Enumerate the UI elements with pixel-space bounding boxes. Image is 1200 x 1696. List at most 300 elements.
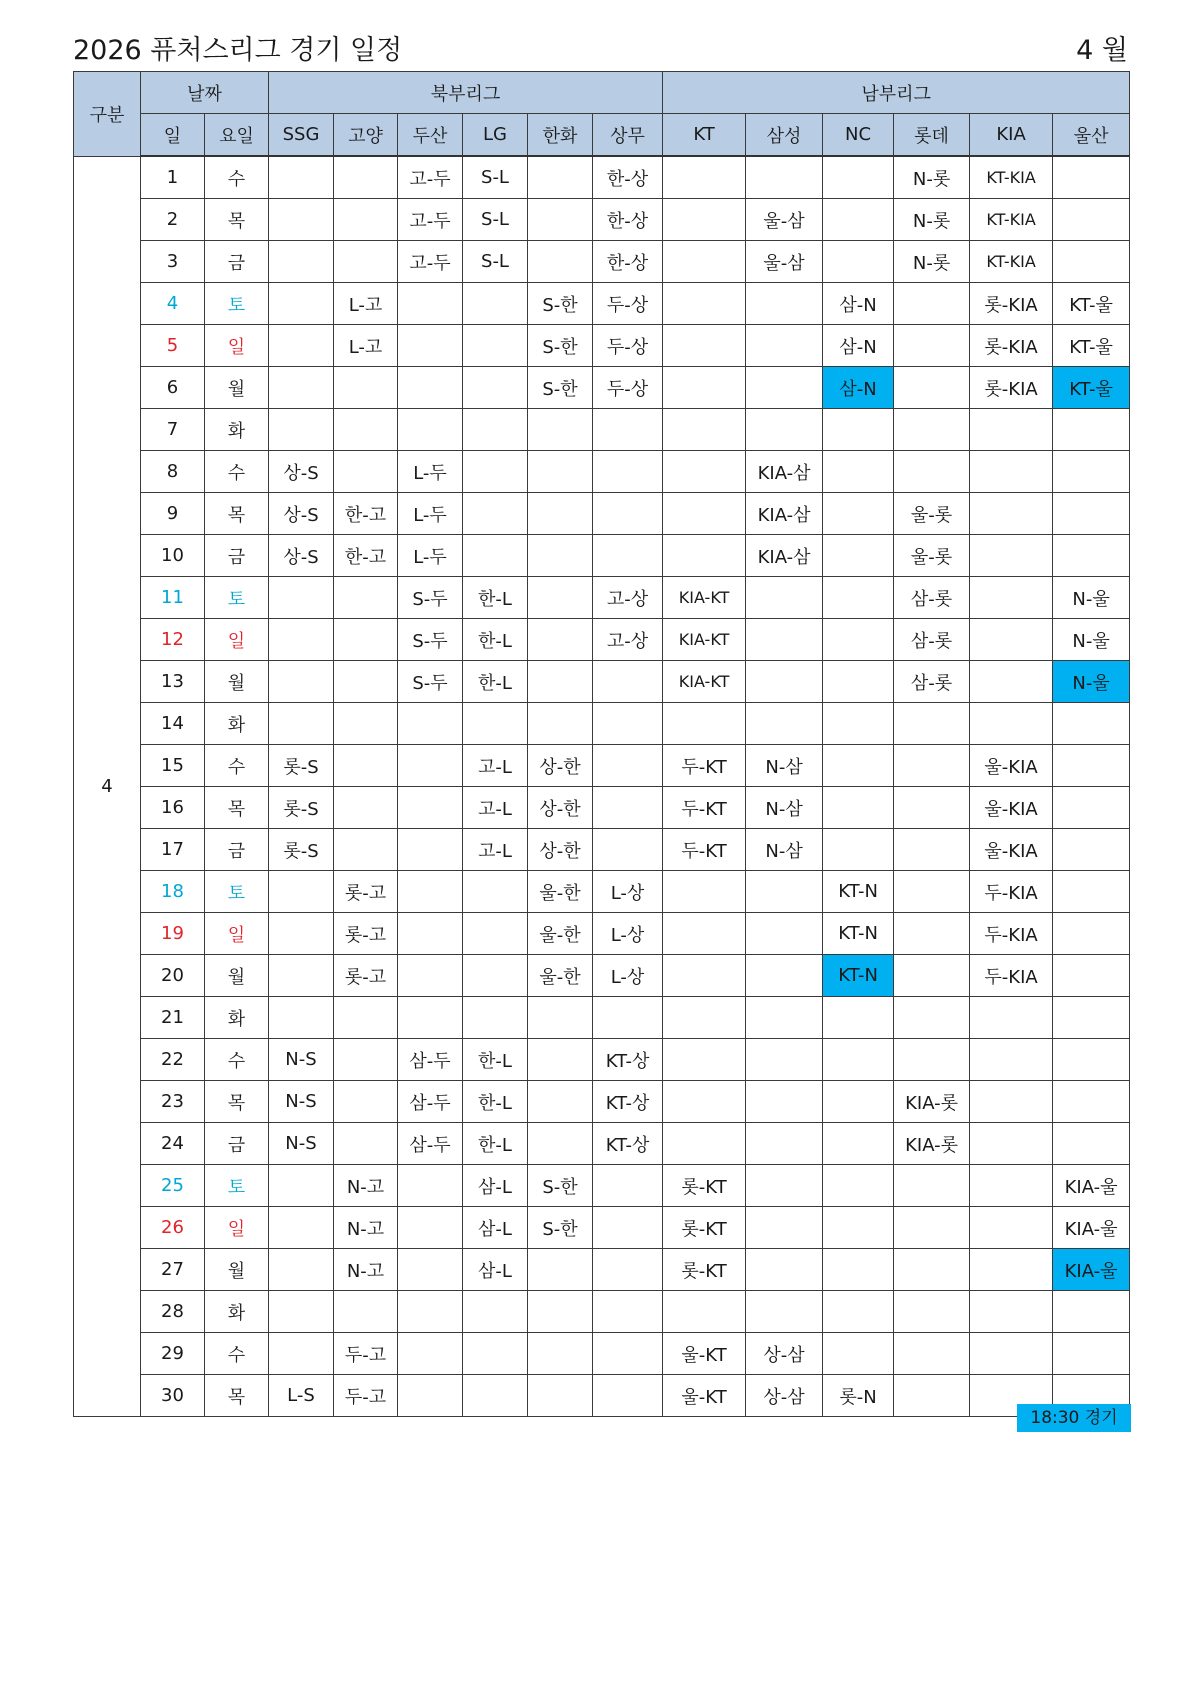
game-cell: 한-L	[463, 1039, 528, 1081]
game-cell: KT-울	[1053, 283, 1130, 325]
game-cell	[593, 1333, 663, 1375]
weekday-cell: 토	[205, 283, 269, 325]
game-cell	[894, 325, 970, 367]
table-row	[74, 577, 1130, 619]
game-cell	[894, 955, 970, 997]
game-cell: KIA-KT	[663, 619, 746, 661]
game-cell	[970, 493, 1053, 535]
game-cell	[269, 283, 334, 325]
weekday-cell: 토	[205, 577, 269, 619]
game-cell	[528, 619, 593, 661]
day-cell: 18	[141, 871, 205, 913]
game-cell: 울-KIA	[970, 745, 1053, 787]
month-cell: 4	[74, 156, 141, 1417]
game-cell: L-고	[334, 283, 398, 325]
day-cell: 2	[141, 199, 205, 241]
game-cell	[1053, 1039, 1130, 1081]
game-cell	[1053, 1123, 1130, 1165]
game-cell	[269, 577, 334, 619]
game-cell	[970, 409, 1053, 451]
game-cell: 울-KT	[663, 1333, 746, 1375]
day-cell: 6	[141, 367, 205, 409]
game-cell: 상-S	[269, 493, 334, 535]
game-cell	[334, 619, 398, 661]
game-cell	[269, 703, 334, 745]
game-cell	[398, 1375, 463, 1417]
game-cell: 울-KT	[663, 1375, 746, 1417]
weekday-cell: 금	[205, 829, 269, 871]
game-cell	[823, 661, 894, 703]
day-cell: 9	[141, 493, 205, 535]
game-cell	[334, 156, 398, 199]
game-cell	[663, 1291, 746, 1333]
game-cell	[823, 577, 894, 619]
game-cell	[334, 1123, 398, 1165]
game-cell: 두-KIA	[970, 871, 1053, 913]
header-gubun: 구분	[74, 72, 141, 157]
game-cell: KIA-삼	[746, 451, 823, 493]
game-cell	[593, 997, 663, 1039]
game-cell	[894, 1207, 970, 1249]
game-cell	[398, 829, 463, 871]
game-cell	[663, 367, 746, 409]
game-cell: 롯-고	[334, 871, 398, 913]
game-cell	[269, 955, 334, 997]
game-cell	[528, 156, 593, 199]
game-cell: S-L	[463, 156, 528, 199]
table-row	[74, 997, 1130, 1039]
weekday-cell: 월	[205, 661, 269, 703]
game-cell	[663, 199, 746, 241]
game-cell	[823, 1081, 894, 1123]
game-cell	[463, 913, 528, 955]
day-cell: 14	[141, 703, 205, 745]
table-row	[74, 745, 1130, 787]
game-cell	[1053, 241, 1130, 283]
header-date-group: 날짜	[141, 72, 269, 114]
game-cell	[528, 1123, 593, 1165]
game-cell	[269, 156, 334, 199]
game-cell	[663, 493, 746, 535]
game-cell: S-한	[528, 367, 593, 409]
game-cell	[334, 787, 398, 829]
game-cell	[398, 1333, 463, 1375]
game-cell: 두-KT	[663, 745, 746, 787]
game-cell: 롯-고	[334, 955, 398, 997]
game-cell: N-울	[1053, 661, 1130, 703]
weekday-cell: 수	[205, 1333, 269, 1375]
game-cell	[894, 703, 970, 745]
game-cell	[894, 913, 970, 955]
game-cell	[1053, 955, 1130, 997]
game-cell	[823, 787, 894, 829]
game-cell: KT-N	[823, 871, 894, 913]
game-cell	[463, 703, 528, 745]
table-row	[74, 1291, 1130, 1333]
game-cell: L-고	[334, 325, 398, 367]
game-cell: S-두	[398, 619, 463, 661]
game-cell	[894, 367, 970, 409]
game-cell	[1053, 1291, 1130, 1333]
game-cell	[593, 661, 663, 703]
game-cell	[823, 1249, 894, 1291]
game-cell	[894, 787, 970, 829]
game-cell	[970, 1333, 1053, 1375]
day-cell: 23	[141, 1081, 205, 1123]
game-cell: 롯-KIA	[970, 325, 1053, 367]
day-cell: 11	[141, 577, 205, 619]
game-cell	[1053, 829, 1130, 871]
game-cell: S-한	[528, 283, 593, 325]
game-cell	[894, 745, 970, 787]
game-cell: 한-L	[463, 661, 528, 703]
game-cell: 고-L	[463, 829, 528, 871]
game-cell	[463, 325, 528, 367]
header-team: 삼성	[746, 114, 823, 157]
game-cell	[663, 409, 746, 451]
game-cell	[334, 451, 398, 493]
game-cell	[593, 1291, 663, 1333]
game-cell	[398, 787, 463, 829]
table-row	[74, 409, 1130, 451]
game-cell: 한-L	[463, 619, 528, 661]
game-cell	[663, 156, 746, 199]
header-day: 일	[141, 114, 205, 157]
game-cell	[663, 283, 746, 325]
game-cell	[970, 997, 1053, 1039]
table-row	[74, 1333, 1130, 1375]
game-cell	[823, 535, 894, 577]
game-cell: KT-KIA	[970, 199, 1053, 241]
game-cell: N-삼	[746, 745, 823, 787]
game-cell	[894, 1333, 970, 1375]
game-cell: 울-롯	[894, 493, 970, 535]
game-cell: 롯-KIA	[970, 367, 1053, 409]
game-cell	[269, 661, 334, 703]
game-cell	[334, 1039, 398, 1081]
game-cell	[334, 829, 398, 871]
game-cell	[398, 367, 463, 409]
game-cell: N-울	[1053, 619, 1130, 661]
game-cell	[593, 535, 663, 577]
game-cell	[746, 1081, 823, 1123]
game-cell	[746, 955, 823, 997]
game-cell: N-롯	[894, 156, 970, 199]
game-cell: 두-KT	[663, 829, 746, 871]
table-row	[74, 1207, 1130, 1249]
game-cell	[746, 619, 823, 661]
game-cell	[528, 661, 593, 703]
header-south-league: 남부리그	[663, 72, 1130, 114]
game-cell	[398, 871, 463, 913]
game-cell: 롯-KT	[663, 1165, 746, 1207]
game-cell	[1053, 493, 1130, 535]
game-cell	[746, 577, 823, 619]
game-cell: N-고	[334, 1249, 398, 1291]
game-cell	[334, 703, 398, 745]
game-cell: S-한	[528, 1165, 593, 1207]
game-cell	[746, 871, 823, 913]
game-cell: 한-고	[334, 493, 398, 535]
game-cell	[1053, 156, 1130, 199]
game-cell: 울-삼	[746, 241, 823, 283]
game-cell	[398, 283, 463, 325]
weekday-cell: 화	[205, 409, 269, 451]
game-cell: L-상	[593, 955, 663, 997]
game-cell	[398, 955, 463, 997]
game-cell	[663, 955, 746, 997]
game-cell	[970, 577, 1053, 619]
game-cell	[593, 1165, 663, 1207]
game-cell	[746, 1249, 823, 1291]
game-cell	[894, 1039, 970, 1081]
game-cell: 롯-고	[334, 913, 398, 955]
weekday-cell: 금	[205, 241, 269, 283]
weekday-cell: 월	[205, 1249, 269, 1291]
game-cell	[1053, 871, 1130, 913]
game-cell	[823, 451, 894, 493]
day-cell: 1	[141, 156, 205, 199]
game-cell: 삼-L	[463, 1249, 528, 1291]
game-cell	[593, 1249, 663, 1291]
game-cell	[334, 241, 398, 283]
game-cell: KT-KIA	[970, 241, 1053, 283]
game-cell	[463, 1375, 528, 1417]
table-row	[74, 367, 1130, 409]
day-cell: 10	[141, 535, 205, 577]
game-cell: 상-삼	[746, 1375, 823, 1417]
game-cell	[334, 1291, 398, 1333]
game-cell: 삼-L	[463, 1165, 528, 1207]
game-cell	[398, 703, 463, 745]
game-cell	[970, 619, 1053, 661]
game-cell	[463, 871, 528, 913]
table-row	[74, 241, 1130, 283]
game-cell	[593, 745, 663, 787]
game-cell: 삼-두	[398, 1081, 463, 1123]
header-team: KIA	[970, 114, 1053, 157]
weekday-cell: 일	[205, 619, 269, 661]
game-cell: 상-삼	[746, 1333, 823, 1375]
game-cell: N-삼	[746, 829, 823, 871]
day-cell: 15	[141, 745, 205, 787]
table-row	[74, 1375, 1130, 1417]
table-row	[74, 787, 1130, 829]
game-cell: S-한	[528, 325, 593, 367]
game-cell	[663, 325, 746, 367]
game-cell	[593, 1375, 663, 1417]
game-cell: S-두	[398, 661, 463, 703]
game-cell	[528, 1039, 593, 1081]
game-cell	[746, 1291, 823, 1333]
game-cell	[463, 451, 528, 493]
game-cell	[746, 703, 823, 745]
header-weekday: 요일	[205, 114, 269, 157]
game-cell	[894, 871, 970, 913]
game-cell: 삼-N	[823, 367, 894, 409]
game-cell	[746, 283, 823, 325]
game-cell	[823, 1039, 894, 1081]
game-cell: N-삼	[746, 787, 823, 829]
game-cell: 상-한	[528, 745, 593, 787]
day-cell: 28	[141, 1291, 205, 1333]
weekday-cell: 수	[205, 1039, 269, 1081]
game-cell	[663, 1123, 746, 1165]
table-row	[74, 156, 1130, 199]
game-cell	[528, 1375, 593, 1417]
game-cell: 한-L	[463, 1123, 528, 1165]
game-cell: KT-상	[593, 1123, 663, 1165]
game-cell	[269, 1165, 334, 1207]
game-cell: 울-삼	[746, 199, 823, 241]
game-cell	[593, 703, 663, 745]
game-cell	[746, 1207, 823, 1249]
game-cell: KIA-울	[1053, 1249, 1130, 1291]
game-cell: 삼-롯	[894, 661, 970, 703]
game-cell	[970, 1039, 1053, 1081]
weekday-cell: 월	[205, 367, 269, 409]
weekday-cell: 수	[205, 451, 269, 493]
game-cell: 한-고	[334, 535, 398, 577]
game-cell	[823, 1207, 894, 1249]
game-cell	[593, 451, 663, 493]
game-cell: 삼-롯	[894, 577, 970, 619]
game-cell	[746, 1039, 823, 1081]
header-row-groups	[74, 72, 1130, 114]
day-cell: 29	[141, 1333, 205, 1375]
header-team: 고양	[334, 114, 398, 157]
game-cell	[1053, 997, 1130, 1039]
game-cell: 롯-S	[269, 745, 334, 787]
weekday-cell: 화	[205, 997, 269, 1039]
day-cell: 8	[141, 451, 205, 493]
game-cell	[823, 745, 894, 787]
game-cell: KIA-울	[1053, 1165, 1130, 1207]
game-cell: 한-L	[463, 577, 528, 619]
game-cell	[970, 703, 1053, 745]
game-cell: 롯-S	[269, 787, 334, 829]
game-cell: 울-한	[528, 871, 593, 913]
game-cell: 고-두	[398, 241, 463, 283]
game-cell	[823, 829, 894, 871]
game-cell: N-S	[269, 1123, 334, 1165]
game-cell	[894, 1165, 970, 1207]
game-cell: 고-두	[398, 199, 463, 241]
game-cell	[269, 1333, 334, 1375]
game-cell	[269, 871, 334, 913]
game-cell: 삼-롯	[894, 619, 970, 661]
table-row	[74, 1081, 1130, 1123]
game-cell	[334, 1081, 398, 1123]
game-cell	[970, 661, 1053, 703]
game-cell: KT-N	[823, 955, 894, 997]
day-cell: 24	[141, 1123, 205, 1165]
game-cell: 삼-N	[823, 283, 894, 325]
game-cell	[398, 325, 463, 367]
weekday-cell: 토	[205, 1165, 269, 1207]
day-cell: 4	[141, 283, 205, 325]
game-cell	[1053, 787, 1130, 829]
header-north-league: 북부리그	[269, 72, 663, 114]
game-cell: 두-상	[593, 367, 663, 409]
game-cell	[269, 241, 334, 283]
game-cell	[334, 997, 398, 1039]
game-cell: 두-KIA	[970, 913, 1053, 955]
table-row	[74, 913, 1130, 955]
game-cell: 한-상	[593, 156, 663, 199]
game-cell: N-S	[269, 1081, 334, 1123]
game-cell: N-롯	[894, 199, 970, 241]
weekday-cell: 수	[205, 745, 269, 787]
game-cell	[398, 997, 463, 1039]
header-team: 울산	[1053, 114, 1130, 157]
game-cell: 상-S	[269, 451, 334, 493]
game-cell	[528, 199, 593, 241]
game-cell	[823, 703, 894, 745]
game-cell	[398, 913, 463, 955]
game-cell	[528, 1249, 593, 1291]
game-cell	[894, 1249, 970, 1291]
table-row	[74, 703, 1130, 745]
header-team: 상무	[593, 114, 663, 157]
game-cell	[528, 493, 593, 535]
game-cell: 고-상	[593, 577, 663, 619]
day-cell: 21	[141, 997, 205, 1039]
game-cell	[528, 997, 593, 1039]
header-team: KT	[663, 114, 746, 157]
game-cell: 고-L	[463, 787, 528, 829]
document-title: 2026 퓨처스리그 경기 일정	[73, 35, 403, 66]
game-cell	[528, 1291, 593, 1333]
game-cell: 울-한	[528, 913, 593, 955]
game-cell	[894, 829, 970, 871]
game-cell	[823, 1291, 894, 1333]
table-row	[74, 1165, 1130, 1207]
game-cell: 한-상	[593, 241, 663, 283]
game-cell: 롯-S	[269, 829, 334, 871]
game-cell	[970, 1165, 1053, 1207]
game-cell	[269, 367, 334, 409]
game-cell	[269, 325, 334, 367]
game-cell	[823, 241, 894, 283]
game-cell	[528, 409, 593, 451]
game-cell	[398, 1165, 463, 1207]
game-cell	[746, 156, 823, 199]
game-cell	[398, 1249, 463, 1291]
header-row-teams	[74, 114, 1130, 157]
game-cell: 롯-KT	[663, 1249, 746, 1291]
table-row	[74, 325, 1130, 367]
table-row	[74, 955, 1130, 997]
day-cell: 13	[141, 661, 205, 703]
game-cell	[823, 493, 894, 535]
game-cell	[1053, 451, 1130, 493]
game-cell	[334, 367, 398, 409]
game-cell: 삼-L	[463, 1207, 528, 1249]
game-cell	[746, 913, 823, 955]
day-cell: 22	[141, 1039, 205, 1081]
table-row	[74, 1123, 1130, 1165]
game-cell	[334, 745, 398, 787]
day-cell: 12	[141, 619, 205, 661]
game-cell	[593, 787, 663, 829]
game-cell	[463, 1333, 528, 1375]
game-cell	[269, 913, 334, 955]
game-cell	[528, 703, 593, 745]
game-cell	[1053, 913, 1130, 955]
day-cell: 5	[141, 325, 205, 367]
game-cell: 롯-KIA	[970, 283, 1053, 325]
